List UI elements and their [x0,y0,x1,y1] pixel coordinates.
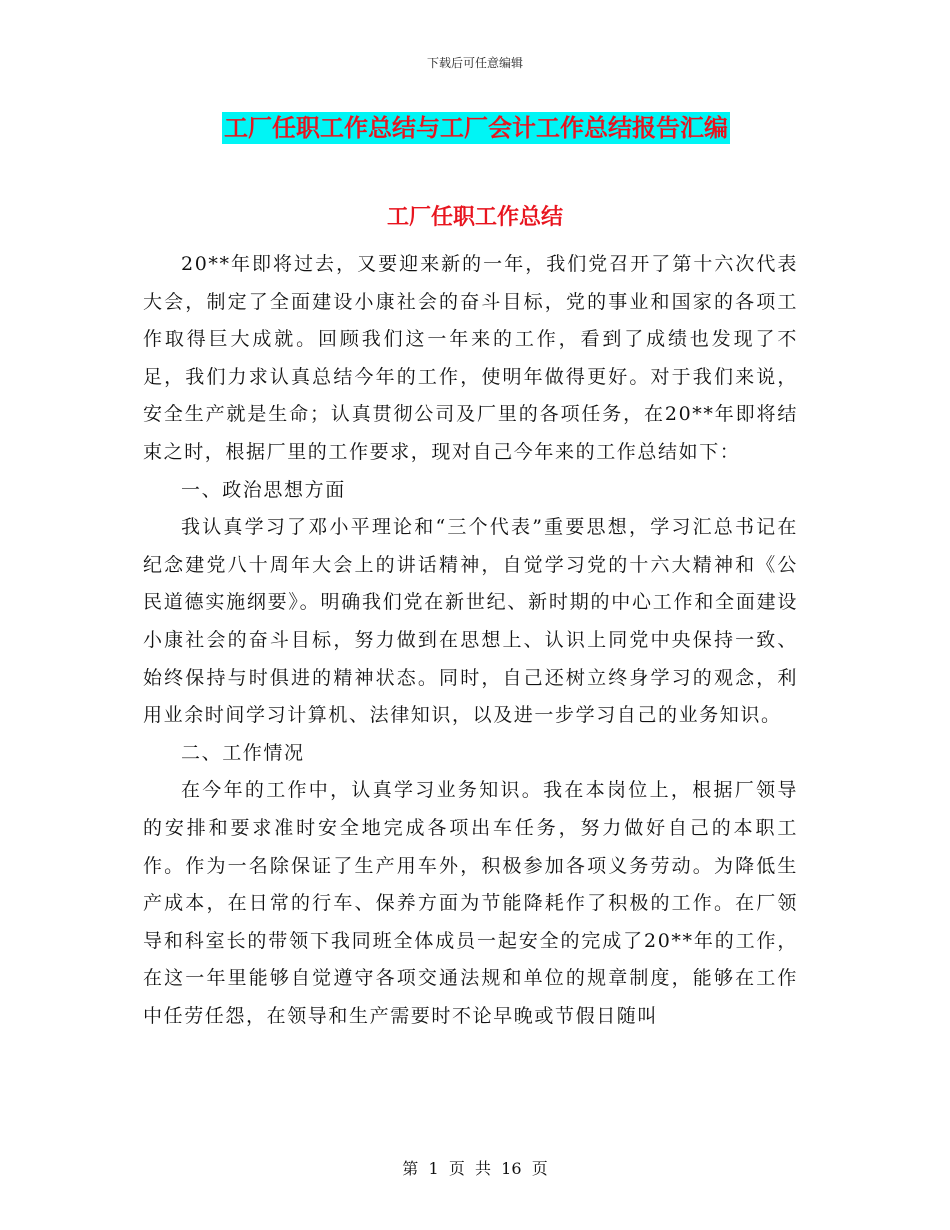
document-title: 工厂任职工作总结与工厂会计工作总结报告汇编 [224,114,728,142]
paragraph-work-situation: 在今年的工作中，认真学习业务知识。我在本岗位上，根据厂领导的安排和要求准时安全地完成各项出车任务，努力做好自己的本职工作。作为一名除保证了生产用车外，积极参加各项义务劳动。为降低生产成本，在日常的行车、保养方面为节能降耗作了积极的工作。在厂领导和科室长的带领下我同班全体成员一起安全的完成了20**年的工作，在这一年里能够自觉遵守各项交通法规和单位的规章制度，能够在工作中任劳任怨，在领导和生产需要时不论早晚或节假日随叫 [143,779,798,1027]
page-number-footer: 第 1 页 共 16 页 [402,1159,548,1178]
header-note: 下载后可任意编辑 [426,56,523,70]
paragraph-political-thought: 我认真学习了邓小平理论和“三个代表”重要思想，学习汇总书记在纪念建党八十周年大会上的讲话精神，自觉学习党的十六大精神和《公民道德实施纲要》。明确我们党在新世纪、新时期的中心工作和全面建设小康社会的奋斗目标，努力做到在思想上、认识上同党中央保持一致、始终保持与时俱进的精神状态。同时，自己还树立终身学习的观念，利用业余时间学习计算机、法律知识，以及进一步学习自己的业务知识。 [143,516,798,727]
body-text [143,246,798,1035]
heading-political-thought: 一、政治思想方面 [181,478,346,501]
heading-work-situation: 二、工作情况 [181,741,305,764]
section-title: 工厂任职工作总结 [386,205,563,230]
paragraph-intro: 20**年即将过去，又要迎来新的一年，我们党召开了第十六次代表大会，制定了全面建设小康社会的奋斗目标，党的事业和国家的各项工作取得巨大成就。回顾我们这一年来的工作，看到了成绩也发现了不足，我们力求认真总结今年的工作，使明年做得更好。对于我们来说，安全生产就是生命；认真贯彻公司及厂里的各项任务，在20**年即将结束之时，根据厂里的工作要求，现对自己今年来的工作总结如下： [143,253,798,463]
